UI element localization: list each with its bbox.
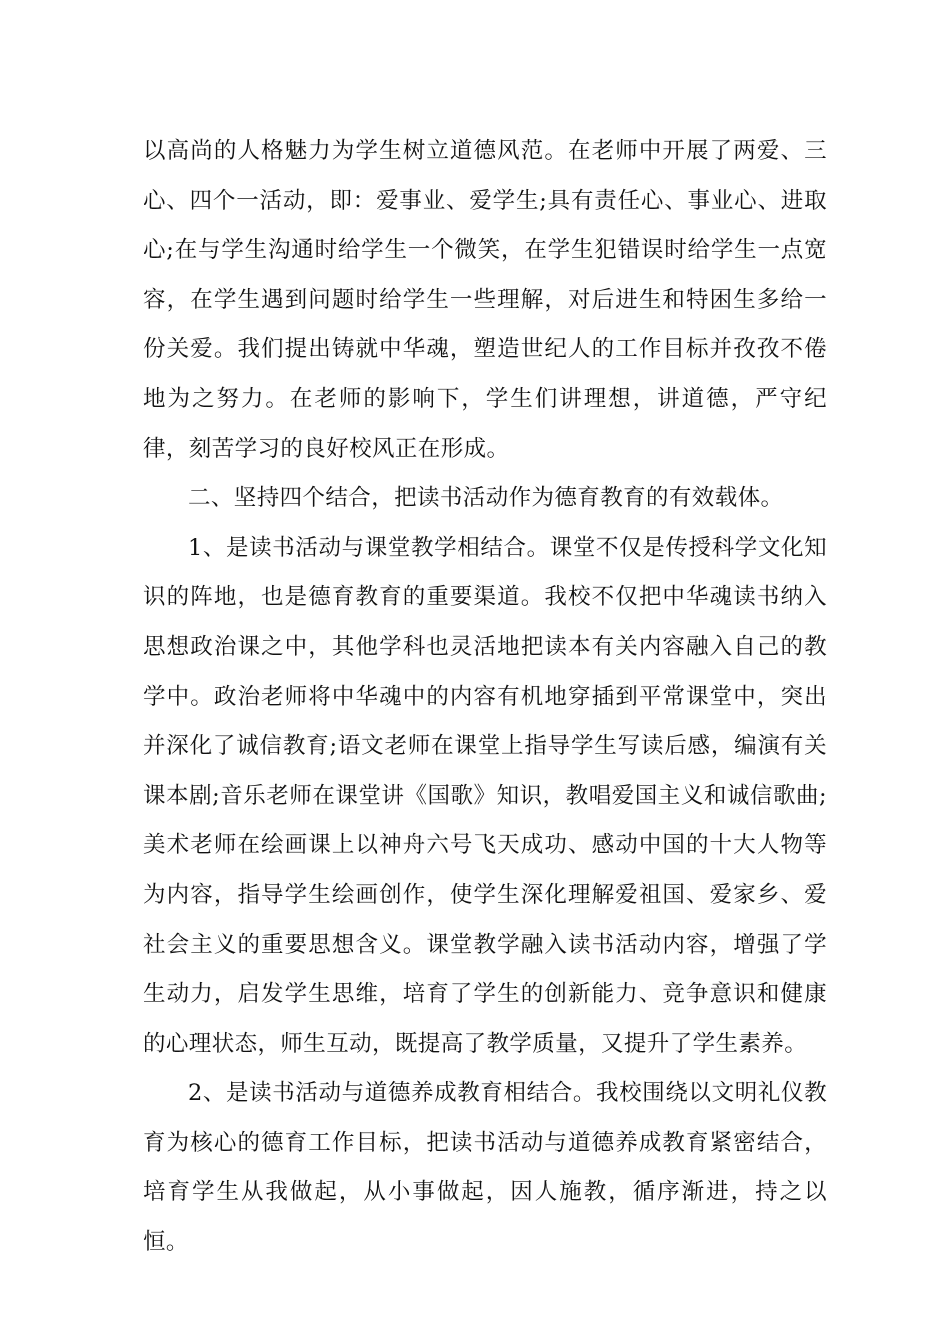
paragraph-point-1-classroom: 1、是读书活动与课堂教学相结合。课堂不仅是传授科学文化知识的阵地，也是德育教育的重要渠道。我校不仅把中华魂读书纳入思想政治课之中，其他学科也灵活地把读本有关内容融入自己的教学中。政治老师将中华魂中的内容有机地穿插到平常课堂中，突出并深化了诚信教育;语文老师在课堂上指导学生写读后感，编演有关课本剧;音乐老师在课堂讲《国歌》知识，教唱爱国主义和诚信歌曲;美术老师在绘画课上以神舟六号飞天成功、感动中国的十大人物等为内容，指导学生绘画创作，使学生深化理解爱祖国、爱家乡、爱社会主义的重要思想含义。课堂教学融入读书活动内容，增强了学生动力，启发学生思维，培育了学生的创新能力、竞争意识和健康的心理状态，师生互动，既提高了教学质量，又提升了学生素养。 xyxy=(143,534,827,1057)
paragraph-intro-continuation: 以高尚的人格魅力为学生树立道德风范。在老师中开展了两爱、三心、四个一活动，即：爱事业、爱学生;具有责任心、事业心、进取心;在与学生沟通时给学生一个微笑，在学生犯错误时给学生一点宽容，在学生遇到问题时给学生一些理解，对后进生和特困生多给一份关爱。我们提出铸就中华魂，塑造世纪人的工作目标并孜孜不倦地为之努力。在老师的影响下，学生们讲理想，讲道德，严守纪律，刻苦学习的良好校风正在形成。 xyxy=(143,138,827,462)
document-body xyxy=(143,127,827,1268)
section-heading-four-combinations: 二、坚持四个结合，把读书活动作为德育教育的有效载体。 xyxy=(188,485,784,512)
paragraph-point-2-moral-education: 2、是读书活动与道德养成教育相结合。我校围绕以文明礼仪教育为核心的德育工作目标，把读书活动与道德养成教育紧密结合，培育学生从我做起，从小事做起，因人施教，循序渐进，持之以恒。 xyxy=(143,1080,827,1256)
